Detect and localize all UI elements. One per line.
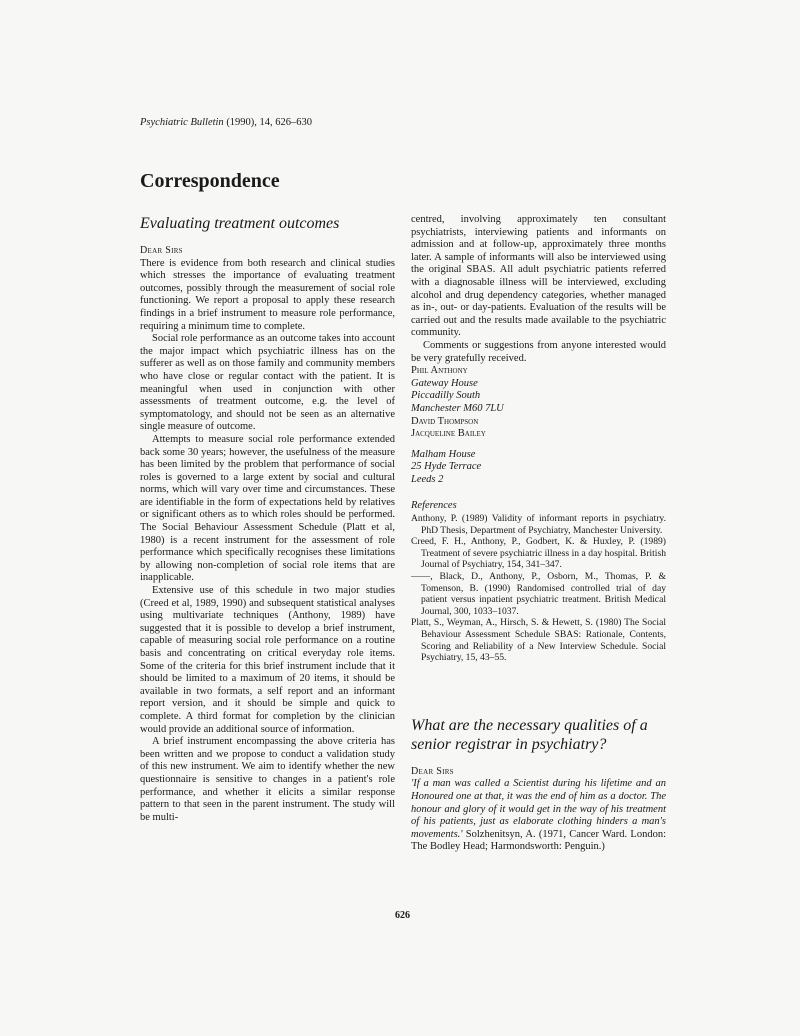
closing-paragraph: Comments or suggestions from anyone interested would be very gratefully received. — [411, 339, 666, 364]
paragraph-continuation: centred, involving approximately ten consultant psychiatrists, interviewing patients and informants on admission and at follow-up, approximately three months later. A sample of informants will also be interviewed using the original SBAS. All adult psychiatric patients referred with a diagnosable illness will be interviewed, excluding alcohol and drug dependency categories, whether managed as in-, out- or day-patients. Evaluation of the results will be carried out and the results made available to the psychiatric community. — [411, 214, 666, 339]
quote: 'If a man was called a Scientist during his lifetime and an Honoured one at that, it was the end of him as a doctor. The honour and glory of it would get in the way of his treatment of his patients, just as elaborate clothing hinders a man's movements.' — [411, 778, 666, 840]
article-title: Evaluating treatment outcomes — [140, 215, 340, 232]
reference-item: Anthony, P. (1989) Validity of informant reports in psychiatry. PhD Thesis, Department of Psychiatry, Manchester University. — [411, 513, 666, 536]
quote-paragraph — [411, 778, 666, 854]
paragraph: Attempts to measure social role performance extended back some 30 years; however, the usefulness of the measure has been limited by the problem that performance of social roles is governed to a large extent by social and cultural norms, which will vary over time and circumstances. These are identifiable in the form of expectations held by relatives or significant others as to which roles should be performed. The Social Behaviour Assessment Schedule (Platt et al, 1980) is a recent instrument for the assessment of role performance which specifically recognises these limitations by allowing non-completion of social role items that are inapplicable. — [140, 433, 395, 584]
salutation: Dear Sirs — [140, 245, 183, 256]
right-column — [411, 214, 666, 854]
section-title: Correspondence — [140, 170, 280, 192]
salutation: Dear Sirs — [411, 765, 454, 777]
address-line: Leeds 2 — [411, 473, 444, 485]
address-line: Manchester M60 7LU — [411, 402, 504, 414]
journal-name: Psychiatric Bulletin — [140, 117, 224, 128]
paragraph: There is evidence from both research and clinical studies which stresses the importance of evaluating treatment outcomes, possibly through the measurement of social role functioning. We report a proposal to apply these research findings in a brief instrument to measure role performance, requiring a minimum time to complete. — [140, 257, 395, 332]
references-heading: References — [411, 500, 457, 512]
address-line: Piccadilly South — [411, 390, 481, 402]
address-line: 25 Hyde Terrace — [411, 461, 482, 473]
article-title: What are the necessary qualities of a senior registrar in psychiatry? — [411, 716, 648, 753]
paragraph: Extensive use of this schedule in two major studies (Creed et al, 1989, 1990) and subsequent statistical analyses using multivariate techniques (Anthony, 1989) have suggested that it is possible to develop a brief instrument, capable of measuring social role performance on a routine basis and concentrating on critical everyday role items. Some of the criteria for this brief instrument include that it should be limited to a maximum of 20 items, it should be available in two formats, a self report and an informant report version, and it should be simple and quick to complete. A third format for completion by the clinician would provide an additional source of information. — [140, 585, 395, 735]
reference-item: Platt, S., Weyman, A., Hirsch, S. & Hewett, S. (1980) The Social Behaviour Assessment Schedule SBAS: Rationale, Contents, Scoring and Reliability of a New Interview Schedule. Social Psychiatry, 15, 43–55. — [411, 617, 666, 664]
running-head — [140, 117, 312, 128]
paragraph: Social role performance as an outcome takes into account the major impact which psychiatric illness has on the sufferer as well as on those family and community members who have close or regular contact with the patient. It is meaningful when used in conjunction with other assessments of treatment outcome, e.g. the level of symptomatology, and should not be seen as an alternative single measure of outcome. — [140, 333, 395, 433]
signer-name: Phil Anthony — [411, 365, 468, 377]
signer-name: David Thompson — [411, 415, 479, 427]
address-line: Malham House — [411, 448, 476, 460]
reference-item: Creed, F. H., Anthony, P., Godbert, K. & Huxley, P. (1989) Treatment of severe psychiatric illness in a day hospital. British Journal of Psychiatry, 154, 341–347. — [411, 536, 666, 571]
page-number: 626 — [395, 910, 410, 921]
citation: (1990), 14, 626–630 — [223, 117, 313, 128]
paragraph: A brief instrument encompassing the above criteria has been written and we propose to conduct a validation study of this new instrument. We aim to identify whether the new questionnaire is sensitive to changes in a patient's role performance, and whether it elicits a similar response pattern to that seen in the parent instrument. The study will be multi- — [140, 736, 395, 823]
address-line: Gateway House — [411, 377, 478, 389]
signer-name: Jacqueline Bailey — [411, 428, 486, 440]
reference-item: ——, Black, D., Anthony, P., Osborn, M., Thomas, P. & Tomenson, B. (1990) Randomised controlled trial of day patient versus inpatient psychiatric treatment. British Medical Journal, 300, 1033–1037. — [411, 571, 666, 617]
left-column — [140, 214, 395, 824]
second-letter — [411, 716, 666, 854]
attribution: Solzhenitsyn, A. (1971, Cancer Ward. London: The Bodley Head; Harmondsworth: Penguin.) — [411, 828, 666, 853]
